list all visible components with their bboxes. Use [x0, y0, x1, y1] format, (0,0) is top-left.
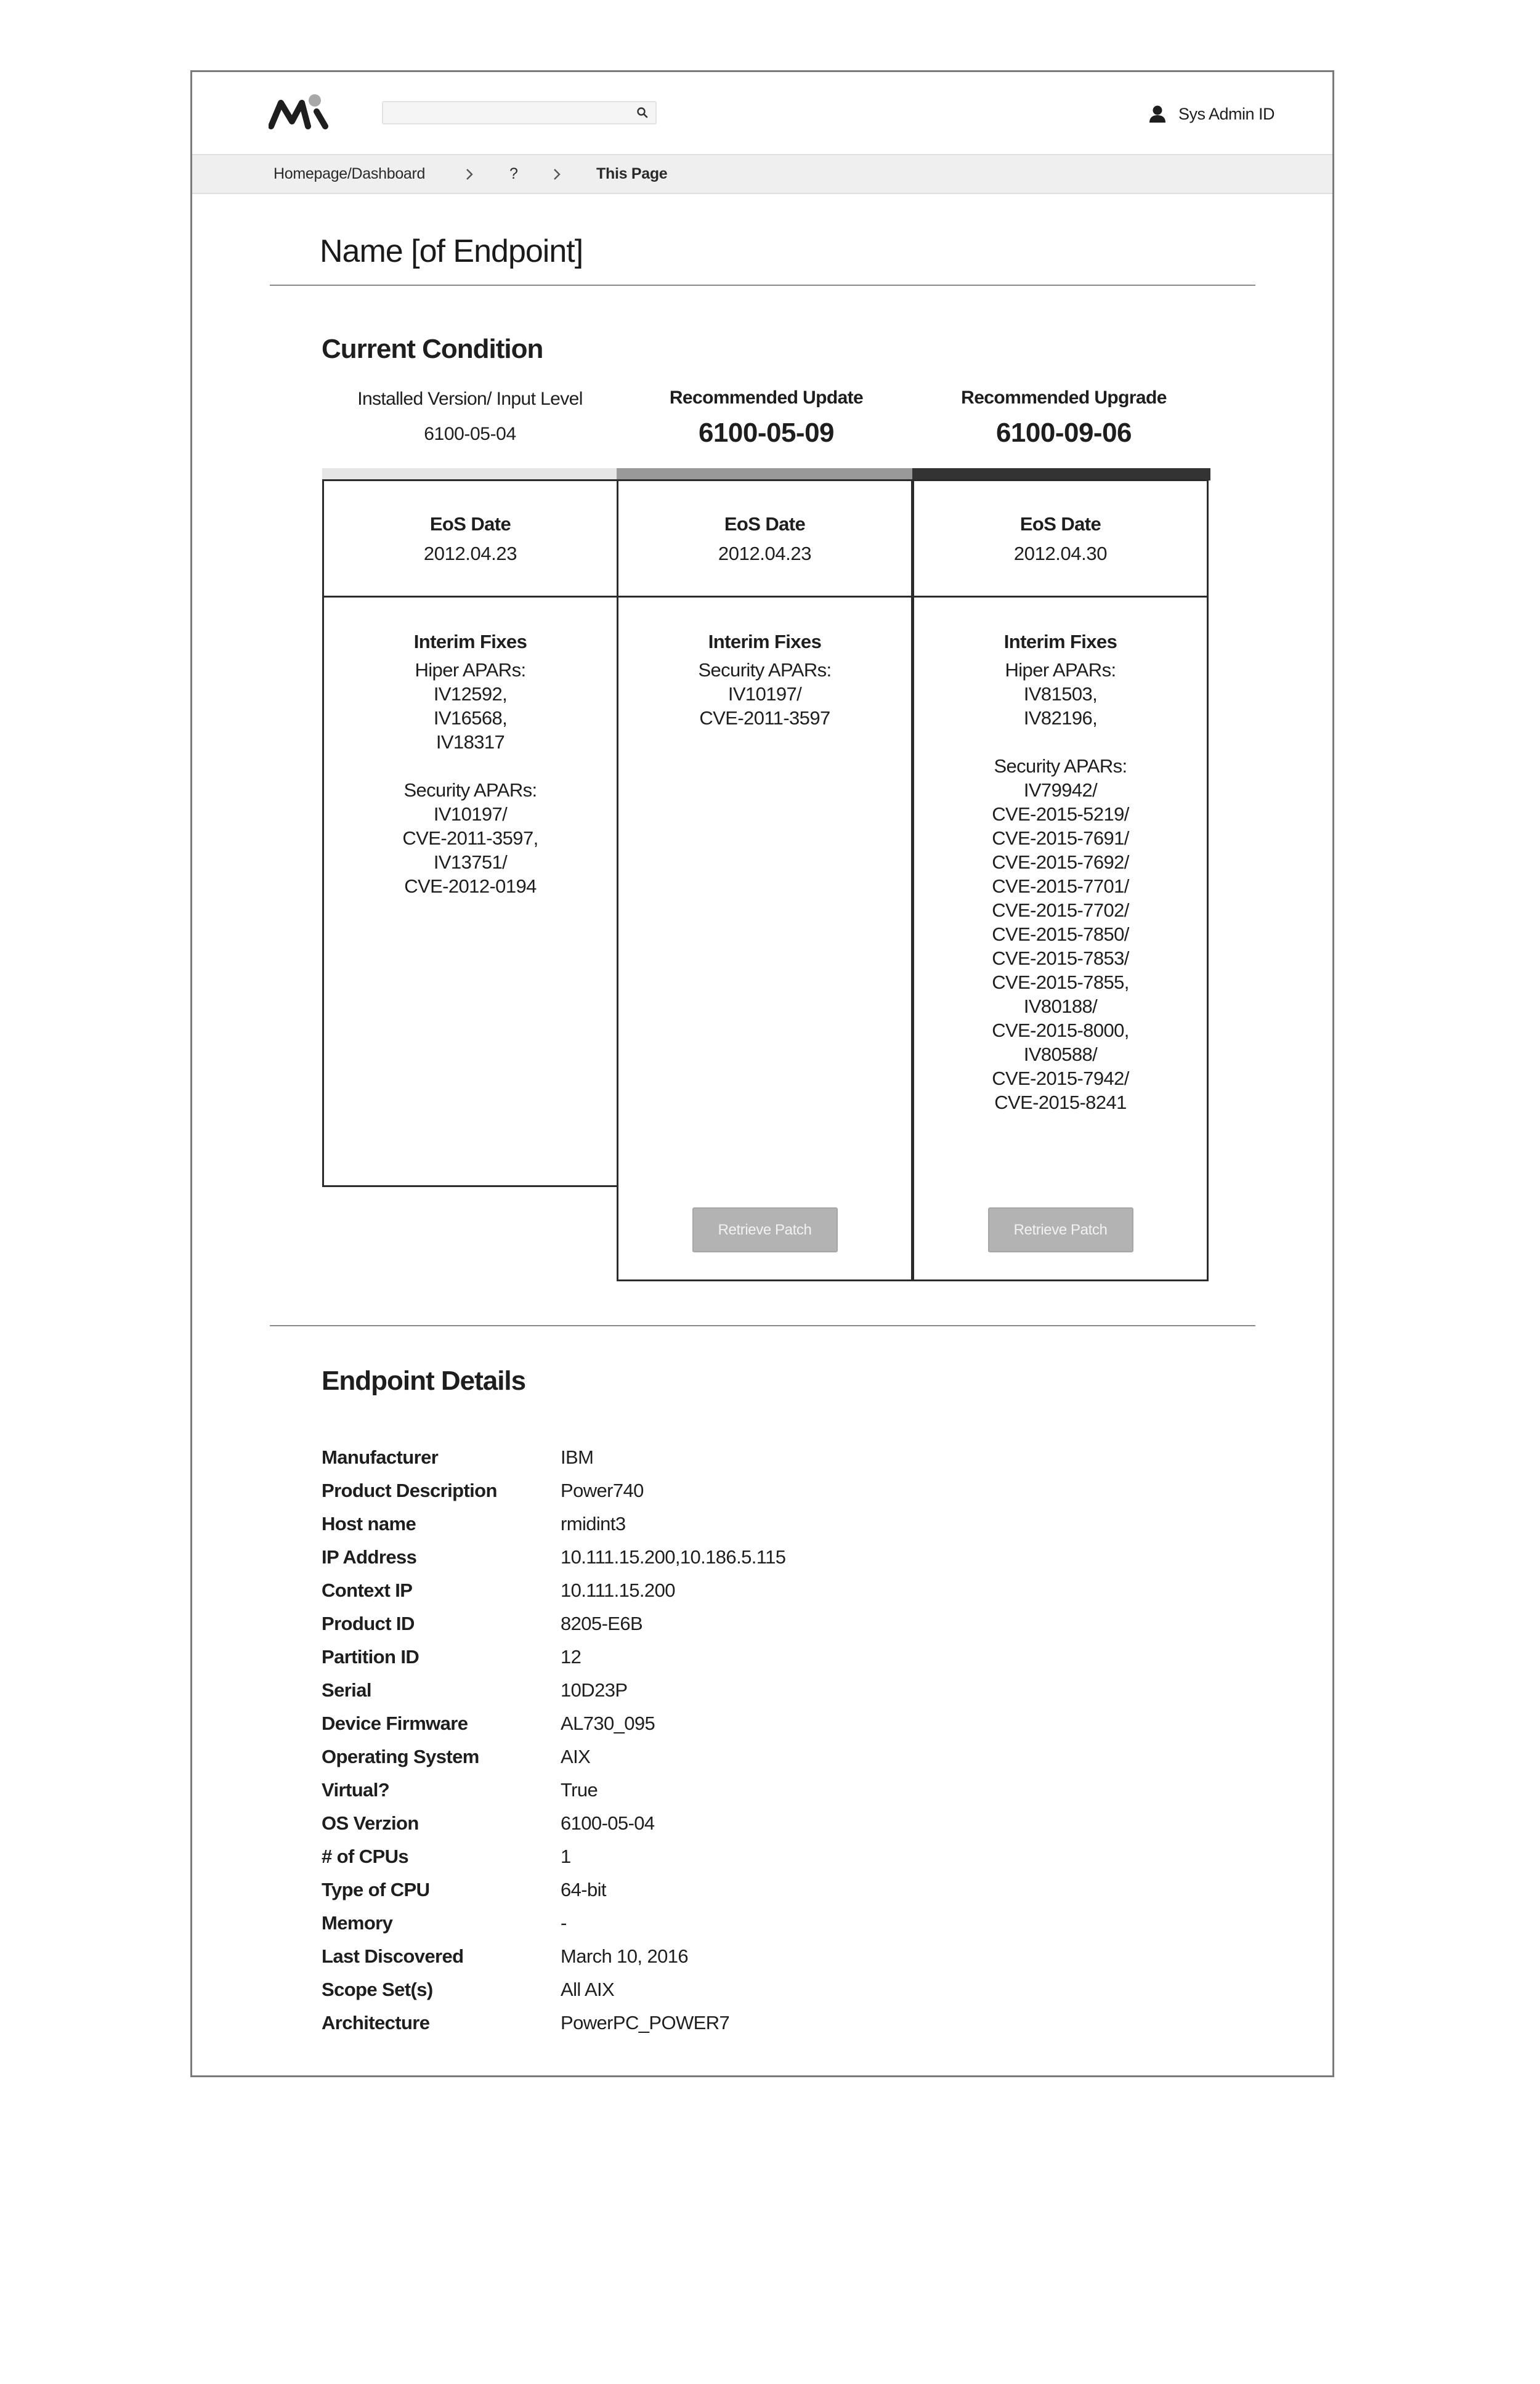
interim-fixes-label: Interim Fixes	[413, 631, 527, 652]
detail-value: PowerPC_POWER7	[561, 2012, 730, 2033]
search-icon[interactable]	[636, 106, 649, 120]
fix-item: IV82196,	[1023, 707, 1098, 729]
interim-fixes-label: Interim Fixes	[1003, 631, 1117, 652]
detail-label: OS Verzion	[322, 1812, 419, 1834]
fix-item: Hiper APARs:	[1005, 659, 1116, 681]
fix-item: IV12592,	[433, 683, 508, 705]
fix-item: CVE-2015-7853/	[992, 947, 1129, 969]
fix-spacer	[914, 730, 1207, 754]
search-input[interactable]	[382, 101, 657, 124]
fix-item: CVE-2015-8241	[994, 1092, 1127, 1113]
installed-eos-cell	[324, 481, 617, 598]
recommended-upgrade-label: Recommended Upgrade	[961, 387, 1167, 408]
eos-label: EoS Date	[724, 513, 806, 535]
detail-label: Last Discovered	[322, 1945, 464, 1967]
fix-item: Security APARs:	[994, 755, 1127, 777]
fix-item: CVE-2011-3597	[699, 707, 830, 729]
user-menu[interactable]	[1149, 102, 1275, 126]
detail-value: March 10, 2016	[561, 1945, 689, 1967]
eos-label: EoS Date	[1019, 513, 1101, 535]
update-fixes	[618, 598, 911, 730]
endpoint-details-title: Endpoint Details	[322, 1366, 526, 1396]
fix-spacer	[324, 754, 617, 778]
detail-label: Serial	[322, 1679, 371, 1701]
detail-label: Partition ID	[322, 1646, 419, 1668]
detail-value: True	[561, 1779, 598, 1801]
retrieve-patch-button[interactable]: Retrieve Patch	[988, 1207, 1133, 1252]
current-condition-title: Current Condition	[322, 334, 543, 364]
user-label: Sys Admin ID	[1178, 104, 1275, 123]
detail-row	[322, 1441, 785, 1474]
page-frame	[190, 70, 1334, 2077]
detail-label: Product Description	[322, 1480, 497, 1501]
eos-date: 2012.04.23	[423, 543, 517, 564]
detail-row	[322, 1907, 785, 1940]
upgrade-fixes	[914, 598, 1207, 1114]
detail-label: Architecture	[322, 2012, 430, 2033]
detail-value: -	[561, 1912, 567, 1934]
installed-version-value: 6100-05-04	[424, 424, 516, 444]
detail-row	[322, 1507, 785, 1541]
breadcrumb-item-current: This Page	[596, 165, 668, 182]
detail-value: All AIX	[561, 1979, 615, 2000]
detail-row	[322, 1840, 785, 1873]
eos-date: 2012.04.23	[718, 543, 812, 564]
installed-version-label: Installed Version/ Input Level	[357, 389, 583, 409]
detail-label: Memory	[322, 1912, 393, 1934]
fix-item: IV10197/	[433, 803, 508, 825]
fix-item: IV10197/	[727, 683, 802, 705]
detail-value: 1	[561, 1846, 571, 1867]
detail-label: IP Address	[322, 1546, 417, 1568]
detail-value: 10.111.15.200	[561, 1579, 675, 1601]
logo-icon[interactable]	[269, 93, 330, 130]
fix-item: Hiper APARs:	[415, 659, 526, 681]
detail-row	[322, 1973, 785, 2006]
detail-value: AIX	[561, 1746, 591, 1767]
fix-item: CVE-2015-7691/	[992, 827, 1129, 849]
update-eos-cell	[618, 481, 911, 598]
fixes-list	[618, 658, 911, 730]
breadcrumb	[192, 154, 1332, 194]
eos-date: 2012.04.30	[1013, 543, 1108, 564]
installed-bar	[322, 468, 618, 480]
fixes-list	[324, 658, 617, 898]
detail-row	[322, 1474, 785, 1507]
detail-row	[322, 1674, 785, 1707]
installed-version-head	[322, 386, 618, 445]
detail-label: Product ID	[322, 1613, 415, 1634]
recommended-upgrade-version: 6100-09-06	[995, 418, 1132, 448]
detail-label: Virtual?	[322, 1779, 390, 1801]
detail-label: Host name	[322, 1513, 416, 1535]
fix-item: CVE-2011-3597,	[402, 827, 538, 849]
fix-item: CVE-2015-7692/	[992, 851, 1129, 873]
detail-label: Device Firmware	[322, 1713, 468, 1734]
chevron-right-icon	[551, 168, 563, 181]
recommended-upgrade-head	[916, 384, 1212, 448]
upgrade-bar	[912, 468, 1210, 480]
update-column	[617, 479, 913, 1281]
fix-item: Security APARs:	[698, 659, 832, 681]
fix-item: CVE-2015-7942/	[992, 1068, 1129, 1089]
fix-item: IV18317	[436, 731, 505, 753]
recommended-update-head	[618, 384, 914, 448]
detail-value: rmidint3	[561, 1513, 626, 1535]
recommended-update-label: Recommended Update	[669, 387, 864, 408]
detail-label: # of CPUs	[322, 1846, 409, 1867]
detail-value: 10D23P	[561, 1679, 628, 1701]
detail-value: 8205-E6B	[561, 1613, 643, 1634]
detail-label: Type of CPU	[322, 1879, 430, 1900]
fix-item: CVE-2015-7855,	[992, 971, 1129, 993]
detail-row	[322, 2006, 785, 2040]
section-divider	[270, 1325, 1255, 1326]
endpoint-details-table	[322, 1441, 785, 2040]
detail-row	[322, 1873, 785, 1907]
installed-fixes	[324, 598, 617, 898]
retrieve-patch-button[interactable]: Retrieve Patch	[692, 1207, 838, 1252]
detail-value: 64-bit	[561, 1879, 606, 1900]
detail-value: IBM	[561, 1446, 594, 1468]
breadcrumb-item-dashboard[interactable]: Homepage/Dashboard	[274, 165, 426, 182]
fix-item: CVE-2015-7850/	[992, 923, 1129, 945]
fix-item: IV79942/	[1023, 779, 1098, 801]
fix-item: IV81503,	[1023, 683, 1098, 705]
eos-label: EoS Date	[429, 513, 511, 535]
user-icon	[1149, 105, 1166, 123]
fix-item: CVE-2015-7701/	[992, 875, 1129, 897]
detail-row	[322, 1541, 785, 1574]
detail-row	[322, 1640, 785, 1674]
detail-label: Context IP	[322, 1579, 413, 1601]
detail-value: 12	[561, 1646, 582, 1668]
installed-column	[322, 479, 618, 1187]
chevron-right-icon	[463, 168, 476, 181]
title-divider	[270, 285, 1255, 286]
detail-value: 6100-05-04	[561, 1812, 655, 1834]
detail-label: Manufacturer	[322, 1446, 439, 1468]
detail-row	[322, 1807, 785, 1840]
detail-row	[322, 1707, 785, 1740]
detail-row	[322, 1774, 785, 1807]
recommended-update-version: 6100-05-09	[698, 418, 835, 448]
page-title: Name [of Endpoint]	[320, 233, 583, 269]
fix-item: IV80588/	[1023, 1044, 1098, 1065]
detail-value: Power740	[561, 1480, 644, 1501]
detail-value: 10.111.15.200,10.186.5.115	[561, 1546, 786, 1568]
detail-label: Operating System	[322, 1746, 479, 1767]
detail-row	[322, 1574, 785, 1607]
interim-fixes-label: Interim Fixes	[708, 631, 822, 652]
fix-item: CVE-2015-5219/	[992, 803, 1129, 825]
breadcrumb-item-parent[interactable]: ?	[509, 165, 518, 182]
fix-item: IV13751/	[433, 851, 508, 873]
detail-row	[322, 1740, 785, 1774]
upgrade-eos-cell	[914, 481, 1207, 598]
fix-item: CVE-2015-7702/	[992, 899, 1129, 921]
update-bar	[617, 468, 914, 480]
detail-row	[322, 1940, 785, 1973]
fix-item: IV80188/	[1023, 995, 1098, 1017]
fixes-list	[914, 658, 1207, 1114]
detail-value: AL730_095	[561, 1713, 655, 1734]
fix-item: CVE-2012-0194	[404, 875, 537, 897]
detail-label: Scope Set(s)	[322, 1979, 433, 2000]
detail-row	[322, 1607, 785, 1640]
fix-item: Security APARs:	[403, 779, 537, 801]
fix-item: IV16568,	[433, 707, 508, 729]
fix-item: CVE-2015-8000,	[992, 1020, 1129, 1041]
upgrade-column	[912, 479, 1209, 1281]
